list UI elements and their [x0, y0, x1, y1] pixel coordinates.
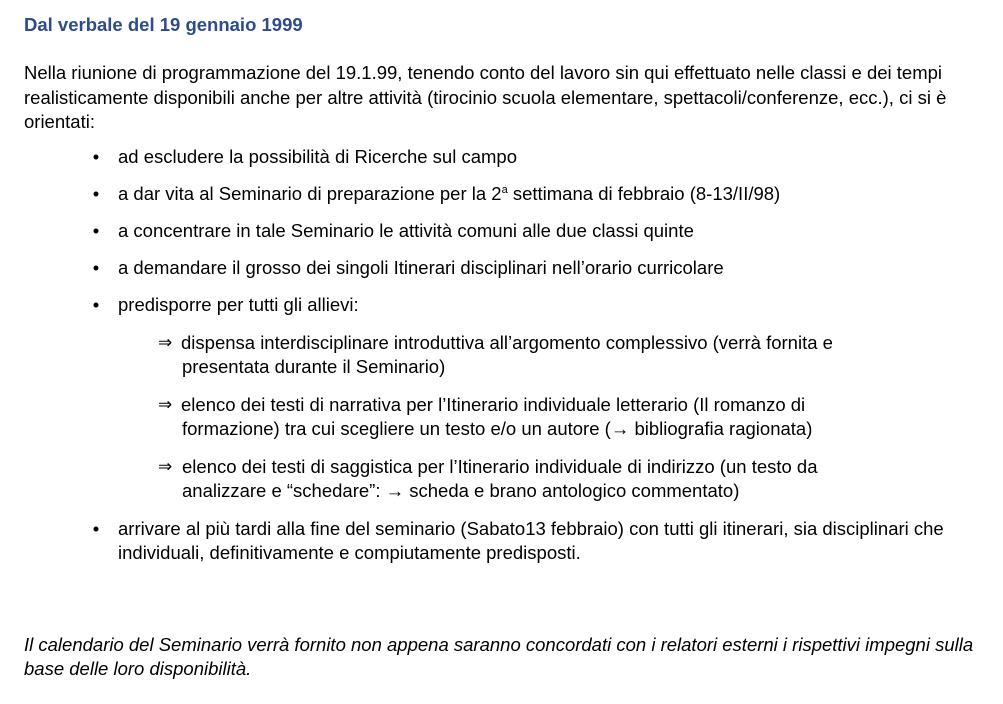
bullet-icon: • [92, 517, 100, 539]
list-item-text: a dar vita al Seminario di preparazione per la 2 [118, 182, 502, 204]
bullet-icon: • [92, 257, 100, 278]
sub-list [118, 331, 989, 504]
double-arrow-icon: ⇒ [158, 332, 173, 352]
sub-item-line: elenco dei testi di narrativa per l’Itinerario individuale letterario (Il romanzo di [181, 393, 806, 415]
sub-list-item [24, 331, 989, 380]
list-item [24, 293, 989, 504]
list-item [24, 182, 989, 207]
sub-list-item [24, 393, 989, 442]
bullet-icon: • [92, 220, 100, 241]
double-arrow-icon: ⇒ [158, 456, 173, 476]
sub-item-line: dispensa interdisciplinare introduttiva all’argomento complessivo (verrà fornita e [181, 331, 833, 353]
sub-item-line: presentata durante il Seminario) [182, 356, 446, 377]
sub-item-line: analizzare e “schedare”: → scheda e brano antologico commentato) [182, 480, 740, 501]
bullet-list [24, 145, 989, 566]
list-item-text: settimana di febbraio (8-13/II/98) [507, 182, 781, 204]
bullet-icon: • [92, 182, 100, 204]
list-item [24, 145, 989, 170]
list-item [24, 517, 989, 566]
sub-item-line: formazione) tra cui scegliere un testo e/o un autore (→ bibliografia ragionata) [182, 418, 813, 439]
document-title: Dal verbale del 19 gennaio 1999 [24, 14, 303, 35]
double-arrow-icon: ⇒ [158, 394, 173, 414]
intro-paragraph: Nella riunione di programmazione del 19.1.99, tenendo conto del lavoro sin qui effettuato nelle classi e dei tempi realisticamente disponibili anche per altre attività (tirocinio scuola elementare, spettacoli/conferenze, ecc.), ci si è orientati: [24, 62, 947, 132]
document-page [24, 12, 989, 566]
list-item-text: arrivare al più tardi alla fine del seminario (Sabato13 febbraio) con tutti gli itinerari, sia disciplinari che individuali, definitivamente e compiutamente predisposti. [118, 517, 944, 563]
list-item-text: predisporre per tutti gli allievi: [118, 294, 359, 315]
sub-item-line: elenco dei testi di saggistica per l’Itinerario individuale di indirizzo (un testo da [182, 455, 818, 477]
sub-list-item [24, 455, 989, 504]
bullet-icon: • [92, 145, 100, 167]
list-item [24, 256, 989, 281]
list-item [24, 219, 989, 244]
list-item-text: a demandare il grosso dei singoli Itinerari disciplinari nell’orario curricolare [118, 257, 724, 278]
bullet-icon: • [92, 294, 100, 315]
list-item-text: a concentrare in tale Seminario le attività comuni alle due classi quinte [118, 220, 694, 241]
list-item-text: ad escludere la possibilità di Ricerche sul campo [118, 145, 517, 167]
ordinal-superscript: a [501, 183, 508, 196]
closing-note: Il calendario del Seminario verrà fornito non appena saranno concordati con i relatori esterni i rispettivi impegni sulla base delle loro disponibilità. [24, 633, 974, 679]
